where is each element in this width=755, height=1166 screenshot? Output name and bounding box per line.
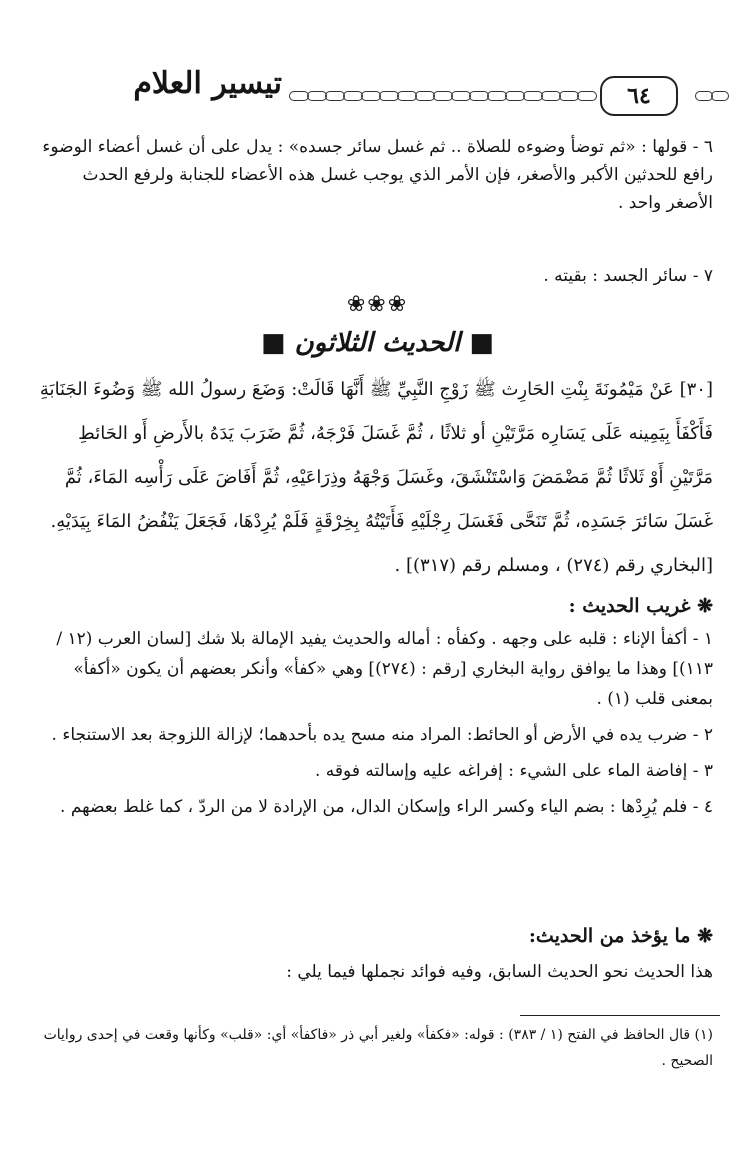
gharib-item: ٤ - فلم يُرِدْها : بضم الياء وكسر الراء وإسكان الدال، من الإرادة لا من الردّ ، كما غلط بعضهم . xyxy=(60,797,713,817)
header-ornament-end xyxy=(696,91,728,101)
hadith-title: ■ الحديث الثلاثون ■ xyxy=(261,328,494,358)
page-number: ٦٤ xyxy=(600,76,678,116)
gharib-item: ٣ - إفاضة الماء على الشيء : إفراغه عليه وإسالته فوقه . xyxy=(314,761,713,781)
intro-paragraph: ٦ - قولها : «ثم توضأ وضوءه للصلاة .. ثم غسل سائر جسده» : يدل على أن غسل أعضاء الوضوء رافع للحدثين الأكبر والأصغر، فإن الأمر الذي يوجب غسل هذه الأعضاء للجنابة ولرفع الحدث الأصغر واحد . xyxy=(42,137,713,213)
page-header xyxy=(40,58,730,128)
section-lessons-intro: هذا الحديث نحو الحديث السابق، وفيه فوائد نجملها فيما يلي : xyxy=(286,962,713,982)
hadith-text: [٣٠] عَنْ مَيْمُونَةَ بِنْتِ الحَارِث ﷺ زَوْجِ النَّبِيِّ ﷺ أَنَّهَا قَالَتْ: وَضَعَ رسولُ الله ﷺ وَضُوءَ الجَنَابَةِ فَأَكْفَأَ بِيَمِينه عَلَى يَسَارِه مَرَّتَيْنِ أو ثلاثًا ، ثُمَّ غَسَلَ فَرْجَهُ، ثُمَّ ضَرَبَ يَدَهُ بالأَرضِ أَو الحَائطِ مَرَّتَيْنِ أَوْ ثَلاثًا ثُمَّ مَضْمَضَ وَاسْتَنْشَقَ، وغَسَلَ وَجْهَهُ وذِرَاعَيْهِ، ثُمَّ أَفَاضَ عَلَى رَأْسِه المَاءَ، ثُمَّ غَسَلَ سَائرَ جَسَدِه، ثُمَّ تَنَحَّى فَغَسَلَ رِجْلَيْهِ فَأَتَيْتُهُ بِخِرْقَةٍ فَلَمْ يُرِدْهَا، فَجَعَلَ يَنْفُضُ المَاءَ بِيَدَيْهِ. [البخاري رقم (٢٧٤) ، ومسلم رقم (٣١٧)] . xyxy=(39,379,713,576)
gharib-item: ٢ - ضرب يده في الأرض أو الحائط: المراد منه مسح يده بأحدهما؛ لإزالة اللزوجة بعد الاستنجاء . xyxy=(51,725,713,745)
header-ornament xyxy=(290,91,596,101)
section-separator: ❀❀❀ xyxy=(346,292,409,317)
gharib-list xyxy=(37,624,713,828)
gharib-item: ١ - أكفأ الإناء : قلبه على وجهه . وكفأه : أماله والحديث يفيد الإمالة بلا شك [لسان العرب (١٢ / ١١٣)] وهذا ما يوافق رواية البخاري [رقم : (٢٧٤)] وهي «كفأ» وأنكر بعضهم أن يكون «أكفأ» بمعنى قلب (١) . xyxy=(56,629,713,709)
book-title: تيسير العلام xyxy=(133,66,282,101)
footnote-divider xyxy=(520,1015,720,1016)
footnote: (١) قال الحافظ في الفتح (١ / ٣٨٣) : قوله: «فكفأ» ولغير أبي ذر «فاكفأ» أي: «قلب» وكأنها وقعت في إحدى روايات الصحيح . xyxy=(43,1027,713,1069)
section-lessons-heading: ❋ ما يؤخذ من الحديث: xyxy=(528,925,713,947)
item-7: ٧ - سائر الجسد : بقيته . xyxy=(543,266,713,286)
section-gharib-heading: ❋ غريب الحديث : xyxy=(568,595,713,617)
